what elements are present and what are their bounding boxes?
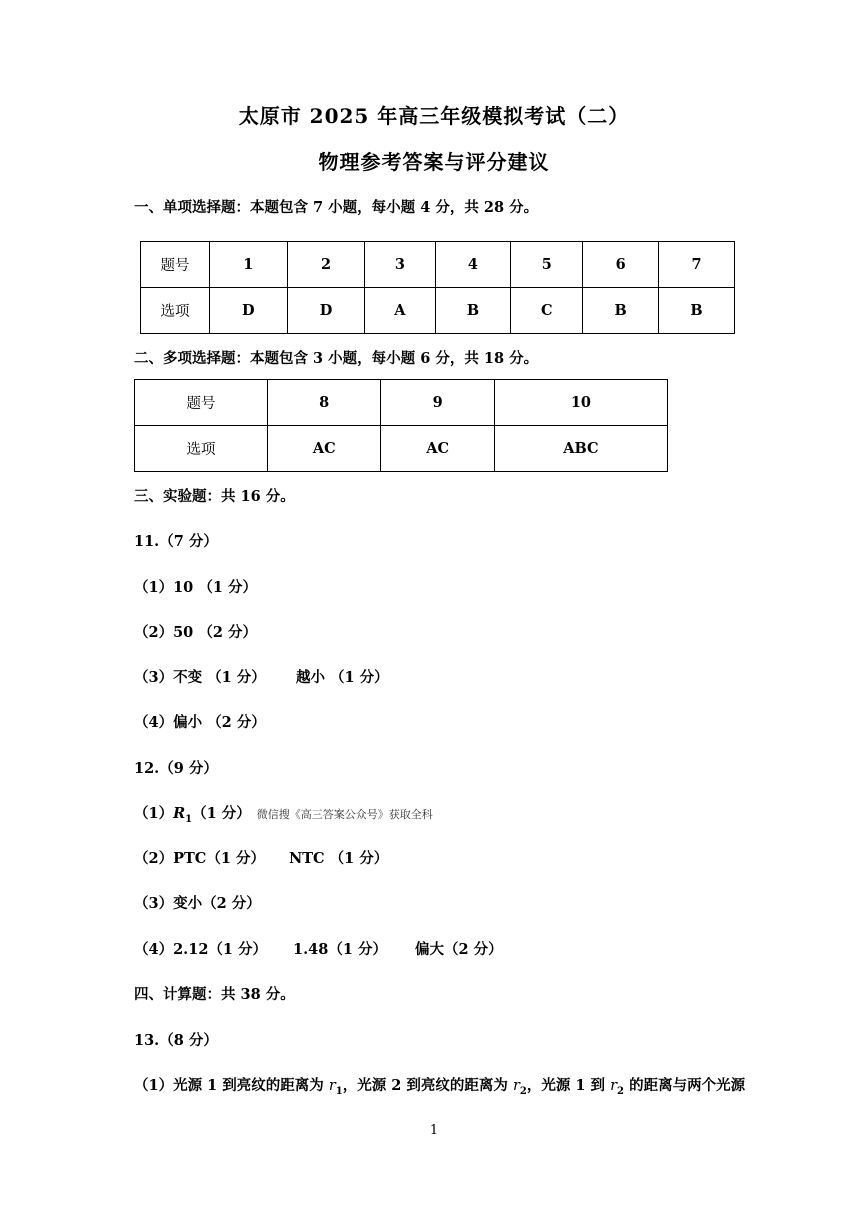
row-label: 选项: [135, 426, 268, 472]
q11-answer-3b: 越小 （1 分）: [296, 669, 389, 686]
question-number: 9: [381, 380, 494, 426]
q12-answer-1-prefix: （1）: [134, 805, 174, 822]
q11-answer-3a: （3）不变 （1 分）: [134, 669, 266, 686]
r-symbol: r: [610, 1078, 618, 1094]
row-label: 题号: [135, 380, 268, 426]
r-symbol: r: [328, 1078, 336, 1094]
question-number: 10: [494, 380, 667, 426]
q11-answer-1: （1）10 （1 分）: [134, 579, 257, 596]
question-number: 2: [287, 242, 365, 288]
row-label: 题号: [141, 242, 210, 288]
q12-answer-4b: 1.48（1 分）: [293, 941, 387, 958]
q12-answer-2b: NTC （1 分）: [289, 850, 389, 867]
r-subscript: 1: [335, 1085, 343, 1097]
q12-answer-3: （3）变小（2 分）: [134, 895, 261, 912]
table-row: [141, 242, 735, 288]
section3-heading: 三、实验题：共 16 分。: [134, 488, 295, 505]
table-row: [141, 288, 735, 334]
q13-text-part-4: 的距离与两个光源: [624, 1077, 746, 1094]
answer-cell: B: [659, 288, 735, 334]
r-subscript: 2: [617, 1085, 625, 1097]
question-13-title: 13.（8 分）: [134, 1032, 218, 1049]
q12-answer-4c: 偏大（2 分）: [415, 941, 503, 958]
q12-answer-1: [134, 802, 433, 825]
page-number: 1: [429, 1123, 439, 1138]
section1-heading: 一、单项选择题：本题包含 7 小题，每小题 4 分，共 28 分。: [134, 199, 539, 216]
answer-cell: D: [210, 288, 288, 334]
question-number: 7: [659, 242, 735, 288]
q13-text-part-1: （1）光源 1 到亮纹的距离为: [134, 1077, 329, 1094]
row-label: 选项: [141, 288, 210, 334]
answer-cell: D: [287, 288, 365, 334]
answer-cell: B: [435, 288, 511, 334]
answer-cell: AC: [381, 426, 494, 472]
resistor-symbol: R: [173, 805, 186, 822]
q13-text-part-3: ，光源 1 到: [526, 1077, 611, 1094]
section4-heading: 四、计算题：共 38 分。: [134, 986, 295, 1003]
document-title: 太原市 2025 年高三年级模拟考试（二）: [238, 104, 630, 128]
question-number: 3: [365, 242, 435, 288]
answer-cell: B: [583, 288, 659, 334]
section2-heading: 二、多项选择题：本题包含 3 小题，每小题 6 分，共 18 分。: [134, 350, 539, 367]
watermark-note: 微信搜《高三答案公众号》获取全科: [256, 808, 433, 821]
single-choice-answer-table: [140, 241, 735, 334]
document-subtitle: 物理参考答案与评分建议: [318, 150, 550, 174]
q13-text-part-2: ，光源 2 到亮纹的距离为: [342, 1077, 513, 1094]
q12-answer-2a: （2）PTC（1 分）: [134, 850, 265, 867]
r-subscript: 2: [519, 1085, 527, 1097]
table-row: [135, 380, 668, 426]
q12-answer-4a: （4）2.12（1 分）: [134, 941, 268, 958]
table-row: [135, 426, 668, 472]
question-11-title: 11.（7 分）: [134, 533, 218, 550]
question-number: 8: [268, 380, 381, 426]
answer-cell: C: [511, 288, 583, 334]
multi-choice-answer-table: [134, 379, 668, 472]
question-number: 6: [583, 242, 659, 288]
resistor-subscript: 1: [185, 813, 193, 825]
q12-answer-1-score: （1 分）: [192, 805, 251, 822]
question-number: 1: [210, 242, 288, 288]
question-number: 4: [435, 242, 511, 288]
answer-cell: AC: [268, 426, 381, 472]
answer-cell: A: [365, 288, 435, 334]
answer-cell: ABC: [494, 426, 667, 472]
r-symbol: r: [512, 1078, 520, 1094]
q11-answer-4: （4）偏小 （2 分）: [134, 714, 266, 731]
q13-answer-1: [134, 1074, 745, 1097]
question-12-title: 12.（9 分）: [134, 760, 218, 777]
question-number: 5: [511, 242, 583, 288]
q11-answer-2: （2）50 （2 分）: [134, 624, 257, 641]
